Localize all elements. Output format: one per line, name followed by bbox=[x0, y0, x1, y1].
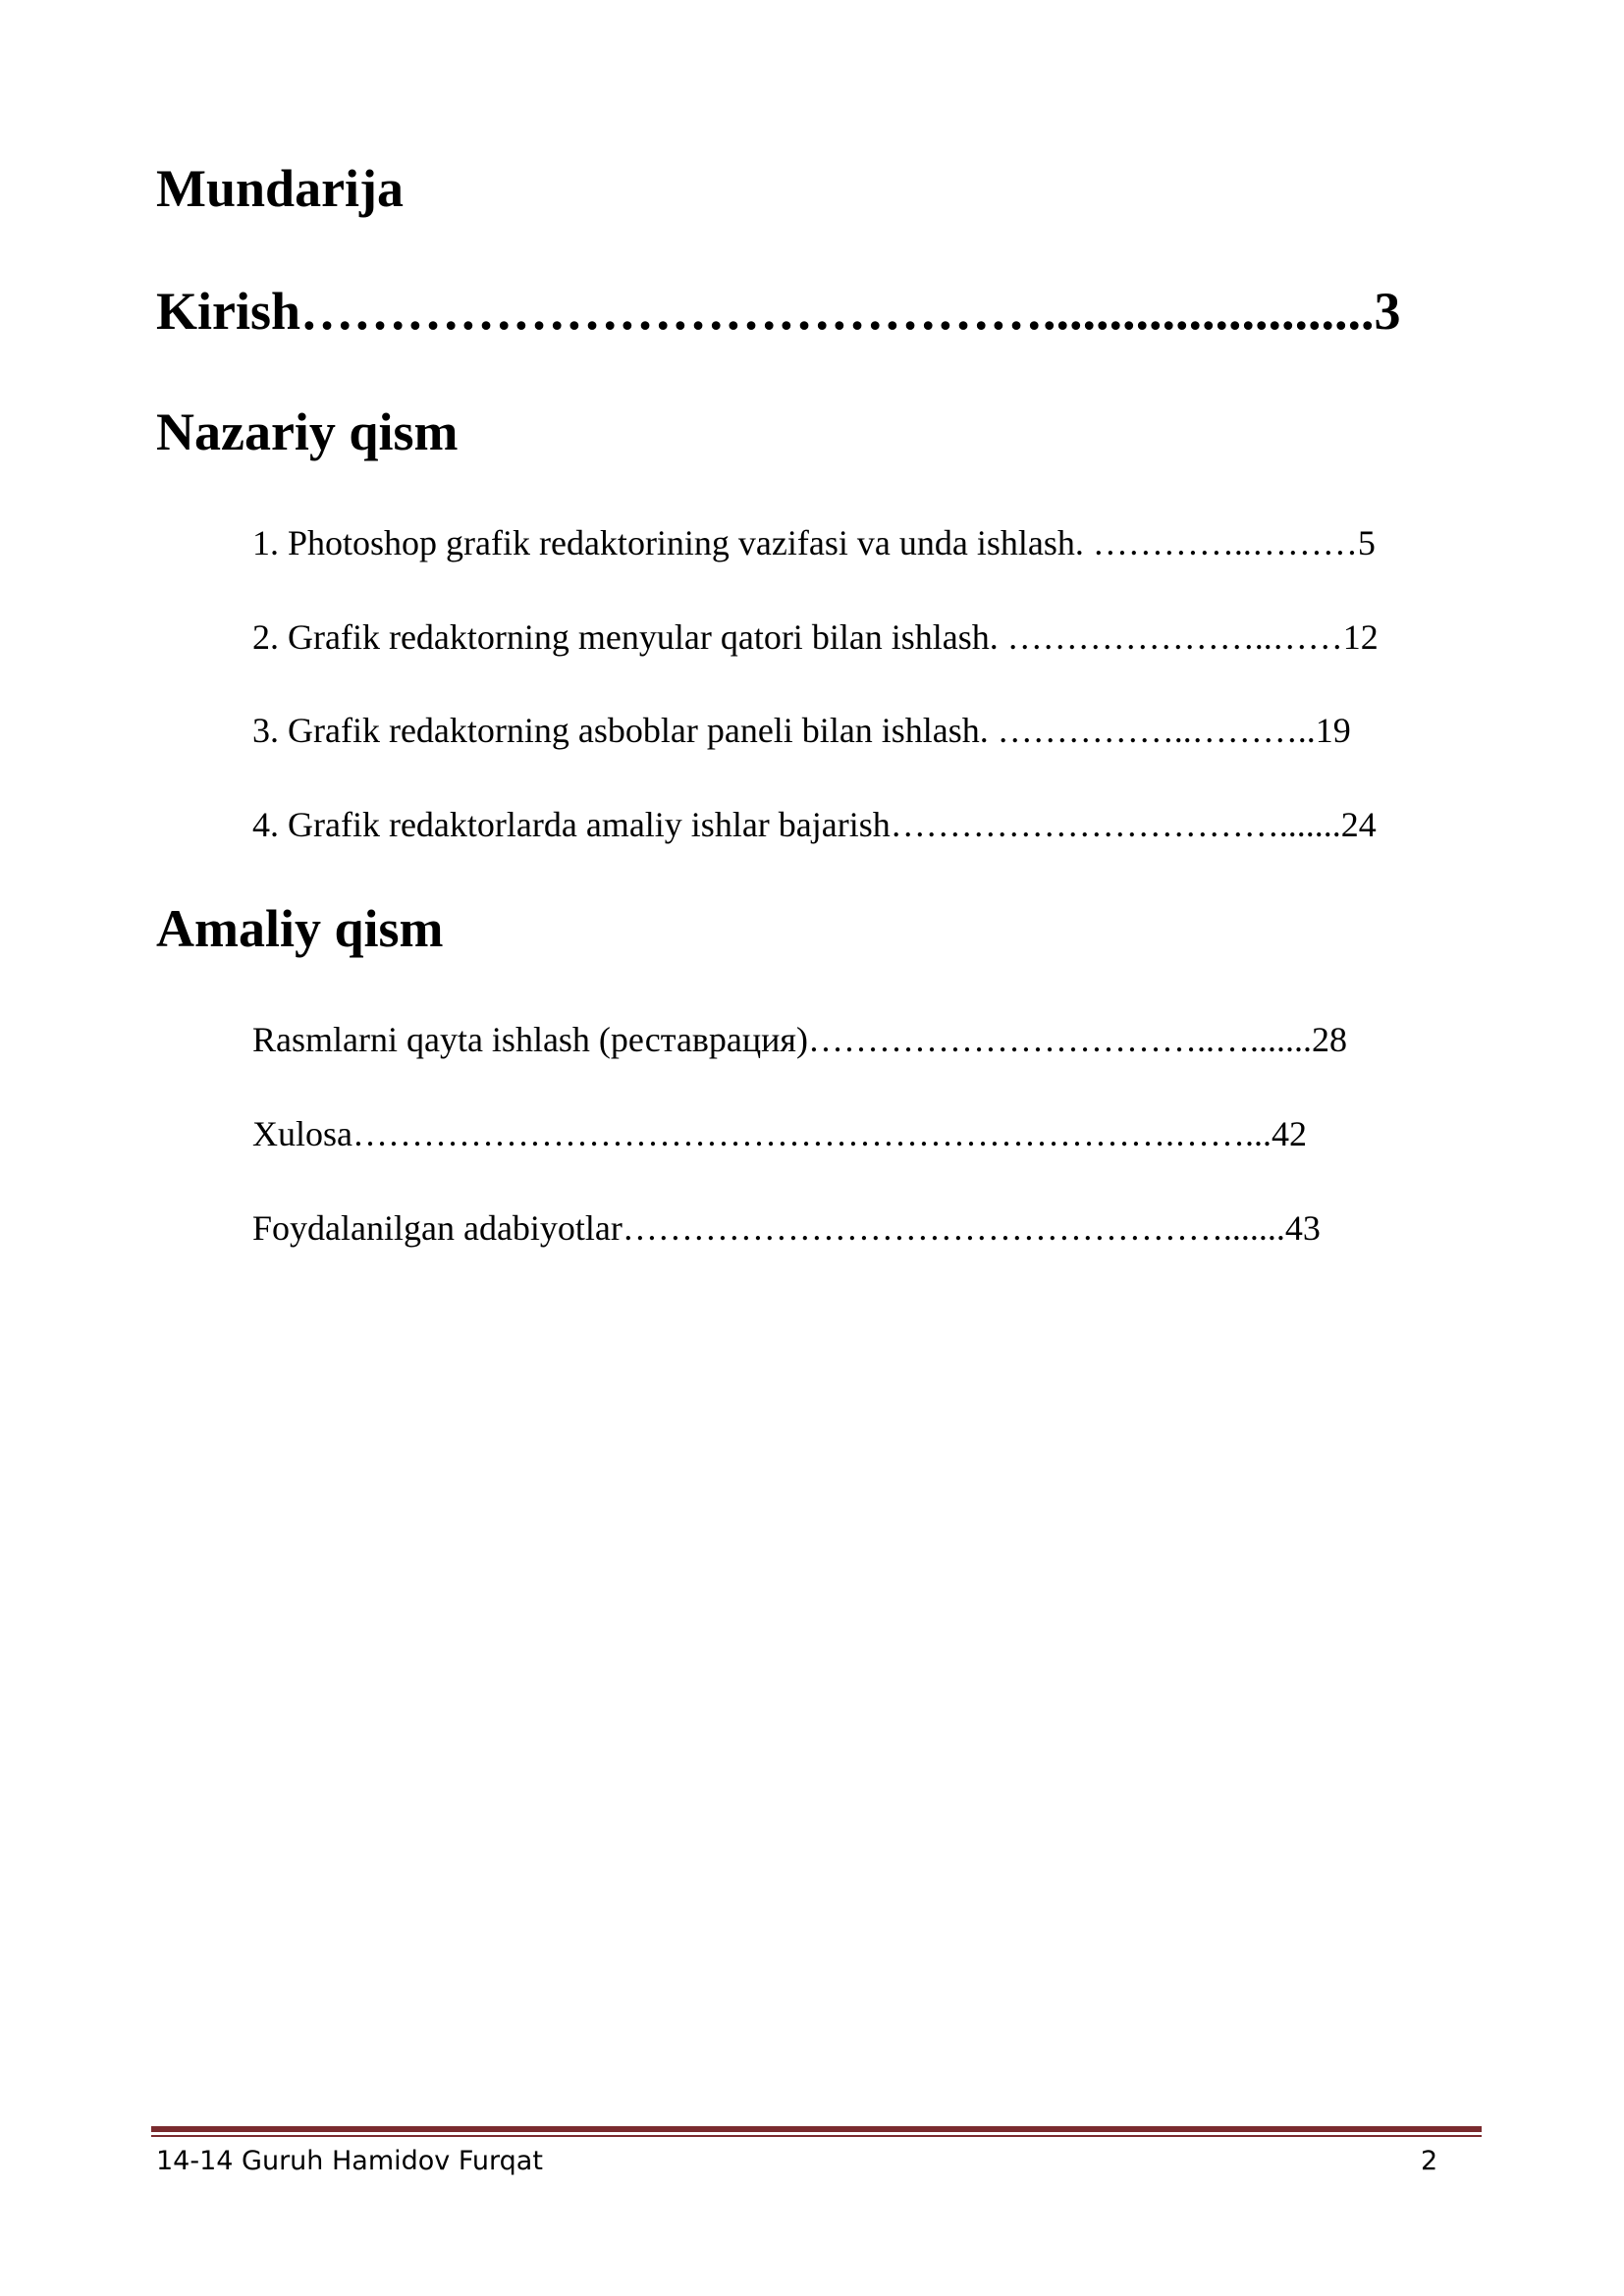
section-heading-amaliy: Amaliy qism bbox=[156, 899, 444, 958]
toc-entry: Rasmlarni qayta ishlash (реставрация)……………………………..….......28 bbox=[252, 1020, 1347, 1059]
toc-entry: 1. Photoshop grafik redaktorining vazifasi va unda ishlash. …………..………5 bbox=[252, 523, 1376, 562]
toc-entry: Foydalanilgan adabiyotlar…………………………………………….......43 bbox=[252, 1208, 1321, 1248]
toc-entry: Xulosa…………………………………………………………….……...42 bbox=[252, 1114, 1307, 1153]
toc-title: Mundarija bbox=[156, 159, 405, 218]
page-number: 2 bbox=[1421, 2146, 1438, 2176]
section-heading-nazariy: Nazariy qism bbox=[156, 402, 459, 461]
footer-author: 14-14 Guruh Hamidov Furqat bbox=[156, 2146, 543, 2176]
toc-entry: 3. Grafik redaktorning asboblar paneli bilan ishlash. ……………..………..19 bbox=[252, 711, 1351, 750]
toc-entry: 4. Grafik redaktorlarda amaliy ishlar bajarish…………………………….......24 bbox=[252, 805, 1377, 844]
toc-entry-intro: Kirish…………………………………….........................3 bbox=[156, 282, 1401, 341]
footer-rule bbox=[151, 2126, 1482, 2132]
toc-entry: 2. Grafik redaktorning menyular qatori bilan ishlash. …………………..……12 bbox=[252, 617, 1379, 657]
footer-rule-thin bbox=[151, 2135, 1482, 2137]
